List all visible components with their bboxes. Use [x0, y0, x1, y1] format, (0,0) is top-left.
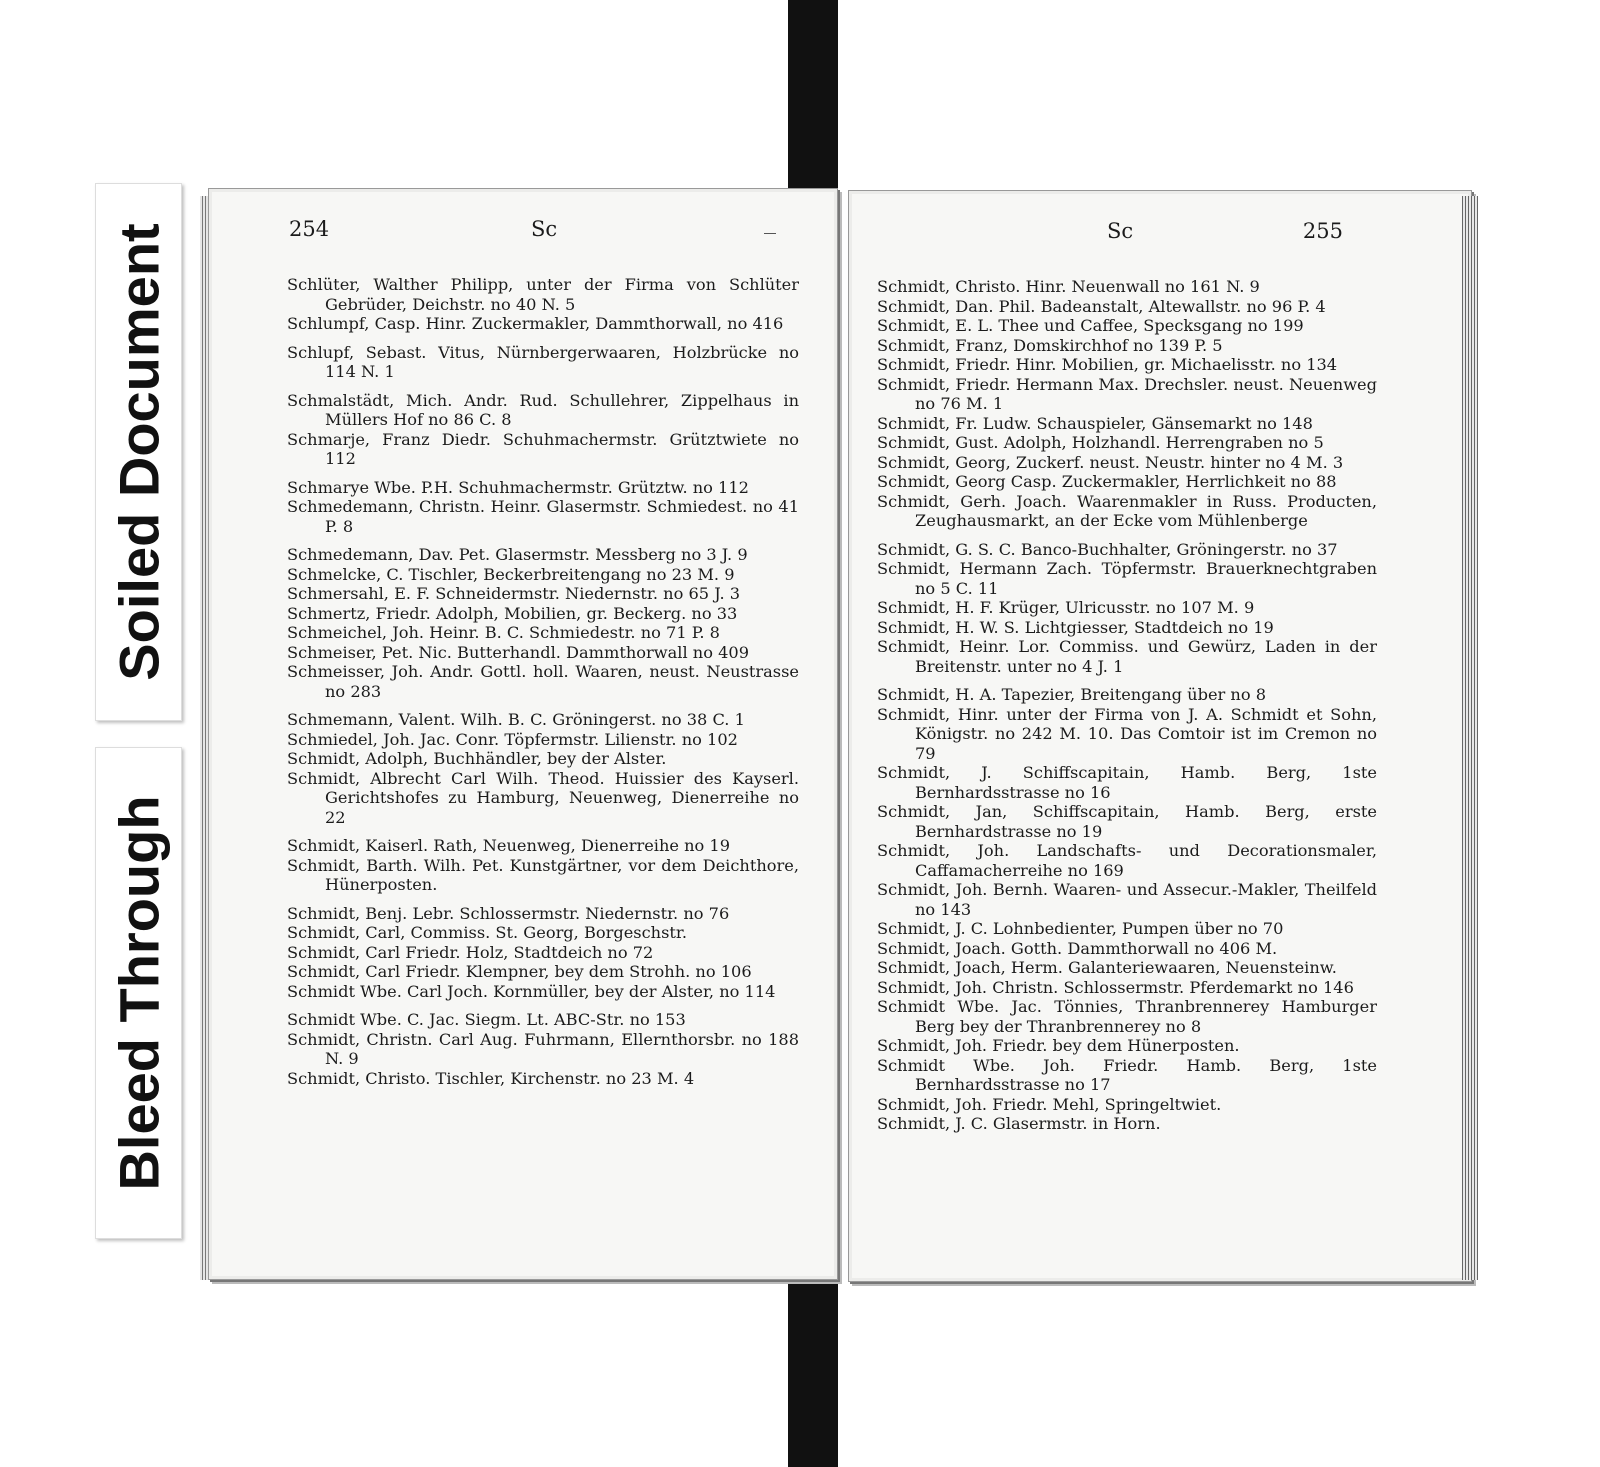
directory-entry: Schmidt, G. S. C. Banco-Buchhalter, Gröningerstr. no 37 [877, 539, 1338, 559]
directory-entry: Schmidt Wbe. Carl Joch. Kornmüller, bey der Alster, no 114 [287, 981, 776, 1001]
directory-entry: Schmedemann, Christn. Heinr. Glasermstr. Schmiedest. no 41 P. 8 [287, 497, 799, 536]
directory-entry: Schmidt, Christo. Tischler, Kirchenstr. no 23 M. 4 [287, 1068, 695, 1088]
directory-entry: Schmidt, Carl Friedr. Klempner, bey dem Strohh. no 106 [287, 962, 752, 981]
directory-entry: Schmedemann, Dav. Pet. Glasermstr. Messberg no 3 J. 9 [287, 545, 748, 564]
directory-entry: Schmidt, Christn. Carl Aug. Fuhrmann, Ellernthorsbr. no 188 N. 9 [287, 1029, 799, 1068]
directory-entry: Schmeichel, Joh. Heinr. B. C. Schmiedestr. no 71 P. 8 [287, 623, 720, 642]
left-page-edge [200, 196, 208, 1280]
directory-entry: Schmidt, Joh. Bernh. Waaren- und Assecur.-Makler, Theilfeld no 143 [877, 880, 1377, 919]
bleed-through-label: Bleed Through [107, 795, 170, 1191]
directory-entry: Schmertz, Friedr. Adolph, Mobilien, gr. Beckerg. no 33 [287, 603, 738, 623]
directory-entry: Schmidt, Joach, Herm. Galanteriewaaren, Neuensteinw. [877, 958, 1337, 977]
header-dash [764, 233, 776, 234]
directory-entry: Schmidt, Joh. Landschafts- und Decorationsmaler, Caffamacherreihe no 169 [877, 841, 1377, 880]
directory-entry: Schmidt, Joh. Friedr. bey dem Hünerposten. [877, 1036, 1240, 1055]
directory-entry: Schmidt, Adolph, Buchhändler, bey der Alster. [287, 749, 667, 768]
directory-entry: Schmarje, Franz Diedr. Schuhmachermstr. Grütztwiete no 112 [287, 429, 799, 468]
soiled-document-label: Soiled Document [107, 223, 170, 681]
directory-entry: Schmemann, Valent. Wilh. B. C. Gröningerst. no 38 C. 1 [287, 710, 745, 729]
directory-entry: Schmidt, Friedr. Hinr. Mobilien, gr. Michaelisstr. no 134 [877, 355, 1338, 374]
directory-entry: Schmidt, J. Schiffscapitain, Hamb. Berg, 1ste Bernhardsstrasse no 16 [877, 763, 1377, 802]
directory-entry: Schmidt, Jan, Schiffscapitain, Hamb. Berg, erste Bernhardstrasse no 19 [877, 802, 1377, 841]
directory-entry: Schmidt, J. C. Lohnbedienter, Pumpen über no 70 [877, 919, 1284, 938]
directory-entry: Schmidt, Georg, Zuckerf. neust. Neustr. hinter no 4 M. 3 [877, 452, 1344, 472]
directory-entry: Schmidt Wbe. Joh. Friedr. Hamb. Berg, 1ste Bernhardsstrasse no 17 [877, 1055, 1377, 1094]
left-page [208, 188, 838, 1280]
directory-entry: Schmidt Wbe. C. Jac. Siegm. Lt. ABC-Str. no 153 [287, 1010, 686, 1029]
directory-entry: Schmidt, Benj. Lebr. Schlossermstr. Niedernstr. no 76 [287, 903, 730, 923]
directory-entry: Schmelcke, C. Tischler, Beckerbreitengang no 23 M. 9 [287, 564, 735, 584]
directory-entry: Schmidt, Carl, Commiss. St. Georg, Borgeschstr. [287, 923, 687, 942]
directory-entry: Schmidt, Kaiserl. Rath, Neuenweg, Dienerreihe no 19 [287, 836, 731, 855]
directory-entry: Schmidt, E. L. Thee und Caffee, Specksgang no 199 [877, 316, 1304, 335]
directory-entry: Schmeisser, Joh. Andr. Gottl. holl. Waaren, neust. Neustrasse no 283 [287, 662, 799, 701]
directory-entry: Schmidt, Gust. Adolph, Holzhandl. Herrengraben no 5 [877, 433, 1324, 452]
left-page-number: 254 [289, 217, 330, 241]
directory-entry: Schmidt, Heinr. Lor. Commiss. und Gewürz, Laden in der Breitenstr. unter no 4 J. 1 [877, 637, 1377, 676]
directory-entry: Schmidt, Carl Friedr. Holz, Stadtdeich no 72 [287, 942, 654, 962]
directory-entry: Schmidt, Georg Casp. Zuckermakler, Herrlichkeit no 88 [877, 472, 1337, 491]
directory-entry: Schmidt, Hermann Zach. Töpfermstr. Brauerknechtgraben no 5 C. 11 [877, 559, 1377, 598]
directory-entry: Schmidt, Franz, Domskirchhof no 139 P. 5 [877, 335, 1223, 355]
directory-entry: Schmidt, Dan. Phil. Badeanstalt, Altewallstr. no 96 P. 4 [877, 296, 1326, 316]
directory-entry: Schmidt, H. F. Krüger, Ulricusstr. no 107 M. 9 [877, 598, 1255, 617]
directory-entry: Schmidt, Friedr. Hermann Max. Drechsler. neust. Neuenweg no 76 M. 1 [877, 374, 1377, 413]
spine-top [788, 0, 838, 195]
directory-entry: Schmidt, Fr. Ludw. Schauspieler, Gänsemarkt no 148 [877, 413, 1313, 433]
right-page [848, 190, 1472, 1282]
directory-entry: Schmidt Wbe. Jac. Tönnies, Thranbrennerey Hamburger Berg bey der Thranbrennerey no 8 [877, 997, 1377, 1036]
directory-entry: Schmidt, J. C. Glasermstr. in Horn. [877, 1114, 1161, 1133]
spine-bottom [788, 1270, 838, 1467]
directory-entry: Schmarye Wbe. P.H. Schuhmachermstr. Grütztw. no 112 [287, 477, 749, 497]
bleed-through-tab [95, 747, 182, 1239]
directory-entry: Schmidt, Hinr. unter der Firma von J. A. Schmidt et Sohn, Königstr. no 242 M. 10. Das Comtoir ist im Cremon no 79 [877, 704, 1377, 763]
directory-entry: Schmidt, Albrecht Carl Wilh. Theod. Huissier des Kayserl. Gerichtshofes zu Hamburg, Neuenweg, Dienerreihe no 22 [287, 768, 799, 827]
directory-entry: Schmidt, Gerh. Joach. Waarenmakler in Russ. Producten, Zeughausmarkt, an der Ecke vom Mühlenberge [877, 491, 1377, 530]
directory-entry: Schmersahl, E. F. Schneidermstr. Niedernstr. no 65 J. 3 [287, 584, 741, 603]
directory-entry: Schmidt, Joh. Christn. Schlossermstr. Pferdemarkt no 146 [877, 977, 1354, 997]
directory-entry: Schmidt, H. A. Tapezier, Breitengang über no 8 [877, 685, 1267, 704]
directory-entry: Schmiedel, Joh. Jac. Conr. Töpfermstr. Lilienstr. no 102 [287, 729, 738, 749]
right-page-edge [1462, 196, 1478, 1280]
directory-entry: Schmidt, Barth. Wilh. Pet. Kunstgärtner, vor dem Deichthore, Hünerposten. [287, 855, 799, 894]
directory-entry: Schlüter, Walther Philipp, unter der Firma von Schlüter Gebrüder, Deichstr. no 40 N. 5 [287, 275, 799, 314]
directory-entry: Schlupf, Sebast. Vitus, Nürnbergerwaaren, Holzbrücke no 114 N. 1 [287, 342, 799, 381]
directory-entry: Schmidt, Joach. Gotth. Dammthorwall no 406 M. [877, 938, 1278, 958]
directory-entry: Schmalstädt, Mich. Andr. Rud. Schullehrer, Zippelhaus in Müllers Hof no 86 C. 8 [287, 390, 799, 429]
soiled-document-tab [95, 183, 182, 721]
directory-entry: Schmidt, Christo. Hinr. Neuenwall no 161 N. 9 [877, 277, 1260, 296]
left-entry-list [287, 275, 799, 1088]
directory-entry: Schmidt, H. W. S. Lichtgiesser, Stadtdeich no 19 [877, 617, 1274, 637]
directory-entry: Schmidt, Joh. Friedr. Mehl, Springeltwiet. [877, 1094, 1222, 1114]
right-page-header: Sc [1107, 219, 1134, 243]
directory-entry: Schlumpf, Casp. Hinr. Zuckermakler, Dammthorwall, no 416 [287, 314, 784, 333]
right-page-number: 255 [1302, 219, 1343, 243]
directory-entry: Schmeiser, Pet. Nic. Butterhandl. Dammthorwall no 409 [287, 642, 750, 662]
left-page-header: Sc [531, 217, 558, 241]
right-entry-list [877, 277, 1377, 1134]
